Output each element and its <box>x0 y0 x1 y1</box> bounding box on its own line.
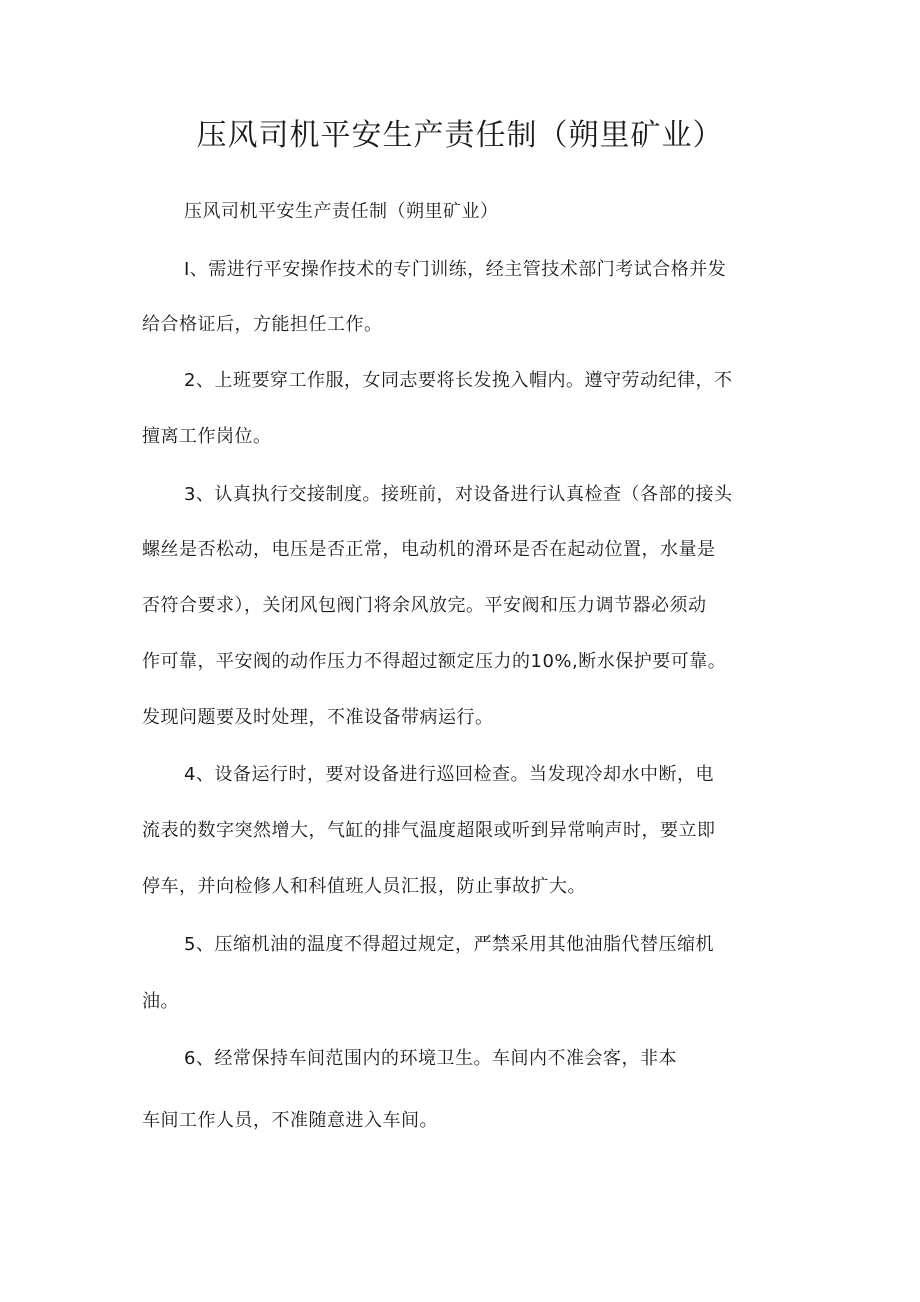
item-3-line-4: 作可靠，平安阀的动作压力不得超过额定压力的10%,断水保护要可靠。 <box>142 651 727 672</box>
item-4-line-3: 停车，并向检修人和科值班人员汇报，防止事故扩大。 <box>142 876 586 897</box>
item-6-line-1: 6、经常保持车间范围内的环境卫生。车间内不准会客，非本 <box>184 1048 677 1069</box>
item-5-line-2: 油。 <box>142 991 179 1012</box>
document-title: 压风司机平安生产责任制（朔里矿业） <box>196 118 724 153</box>
document-subtitle: 压风司机平安生产责任制（朔里矿业） <box>184 201 499 222</box>
item-3-line-1: 3、认真执行交接制度。接班前，对设备进行认真检查（各部的接头 <box>184 484 733 505</box>
item-5-line-1: 5、压缩机油的温度不得超过规定，严禁采用其他油脂代替压缩机 <box>184 934 714 955</box>
item-6-line-2: 车间工作人员，不准随意进入车间。 <box>142 1110 438 1131</box>
item-1-line-1: I、需进行平安操作技术的专门训练，经主管技术部门考试合格并发 <box>184 259 727 280</box>
item-3-line-2: 螺丝是否松动，电压是否正常，电动机的滑环是否在起动位置，水量是 <box>142 539 716 560</box>
item-3-line-5: 发现问题要及时处理，不准设备带病运行。 <box>142 707 494 728</box>
item-1-line-2: 给合格证后，方能担任工作。 <box>142 314 383 335</box>
item-4-line-1: 4、设备运行时，要对设备进行巡回检查。当发现冷却水中断，电 <box>184 764 714 785</box>
item-4-line-2: 流表的数字突然增大，气缸的排气温度超限或听到异常响声时，要立即 <box>142 820 716 841</box>
item-3-line-3: 否符合要求），关闭风包阀门将余风放完。平安阀和压力调节器必须动 <box>142 595 707 616</box>
item-2-line-2: 擅离工作岗位。 <box>142 426 272 447</box>
item-2-line-1: 2、上班要穿工作服，女同志要将长发挽入帽内。遵守劳动纪律，不 <box>184 370 733 391</box>
